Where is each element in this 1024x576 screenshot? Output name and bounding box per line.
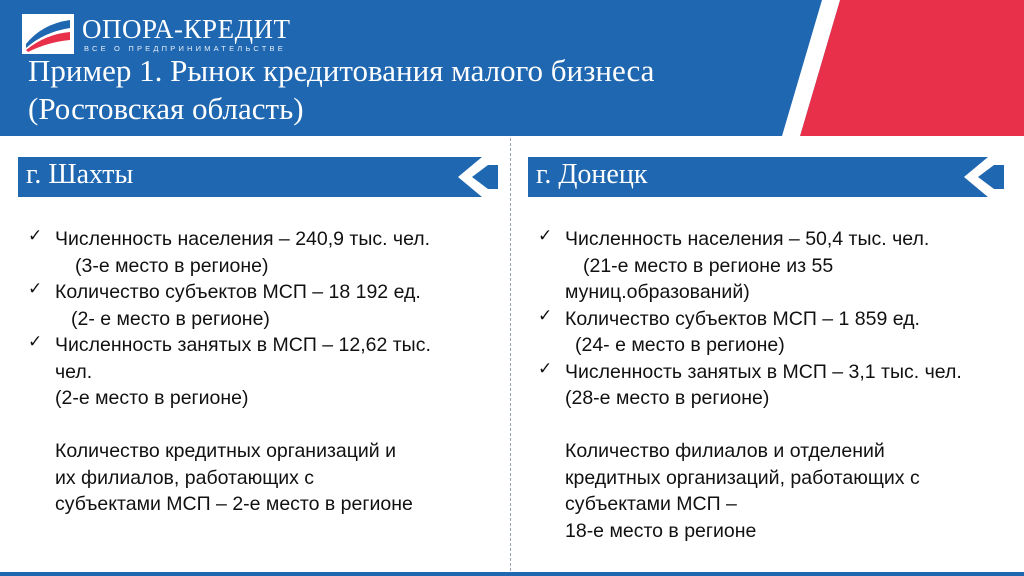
extra-line-1: Количество филиалов и отделений	[565, 440, 885, 462]
list-item	[528, 359, 998, 412]
item-text: Количество субъектов МСП – 1 859 ед.	[565, 307, 920, 330]
left-column-header	[18, 157, 498, 197]
checkmark-icon: ✓	[538, 305, 553, 326]
title-line-1: Пример 1. Рынок кредитования малого бизнеса	[28, 53, 655, 88]
left-chevron-icon	[438, 157, 498, 197]
slide-title	[28, 52, 828, 128]
right-chevron-icon	[944, 157, 1004, 197]
item-rank: (21-е место в регионе из 55 муниц.образований)	[565, 254, 834, 303]
item-text: Численность населения – 50,4 тыс. чел.	[565, 228, 930, 250]
left-city-label: г. Шахты	[26, 159, 134, 190]
extra-line-4: 18-е место в регионе	[565, 519, 757, 542]
extra-line-3: субъектами МСП – 2-е место в регионе	[55, 493, 413, 515]
extra-line-3: субъектами МСП –	[565, 493, 737, 515]
logo-flag-icon	[22, 14, 74, 54]
extra-line-2: их филиалов, работающих с	[55, 466, 315, 489]
item-rank: (2-е место в регионе)	[55, 387, 249, 409]
logo-tagline: ВСЕ О ПРЕДПРИНИМАТЕЛЬСТВЕ	[84, 44, 286, 53]
extra-line-1: Количество кредитных организаций и	[55, 440, 397, 462]
extra-line-2: кредитных организаций, работающих с	[565, 466, 920, 489]
list-item	[528, 226, 998, 306]
item-text: Численность населения – 240,9 тыс. чел.	[55, 228, 431, 250]
checkmark-icon: ✓	[538, 226, 553, 246]
checkmark-icon: ✓	[28, 279, 43, 299]
list-item	[18, 332, 458, 412]
list-item	[18, 279, 458, 332]
extra-note	[18, 438, 458, 518]
extra-note	[528, 438, 998, 544]
bottom-border	[0, 572, 1024, 576]
item-rank: (24- е место в регионе)	[575, 334, 785, 356]
item-text: Численность занятых в МСП – 3,1 тыс. чел.	[565, 360, 962, 383]
right-column	[528, 226, 998, 544]
checkmark-icon: ✓	[538, 358, 553, 379]
slide-header	[0, 0, 1024, 136]
left-column	[18, 226, 458, 518]
right-column-header	[528, 157, 1004, 197]
list-item	[18, 226, 458, 279]
title-line-2: (Ростовская область)	[28, 91, 304, 126]
item-rank: (28-е место в регионе)	[565, 387, 770, 409]
item-rank: (3-е место в регионе)	[75, 254, 269, 277]
right-city-label: г. Донецк	[536, 159, 648, 190]
column-divider	[510, 138, 511, 576]
item-text: Численность занятых в МСП – 12,62 тыс. чел.	[55, 334, 431, 383]
checkmark-icon: ✓	[28, 226, 43, 246]
logo	[22, 14, 352, 56]
list-item	[528, 306, 998, 359]
logo-name: ОПОРА-КРЕДИТ	[82, 14, 291, 44]
checkmark-icon: ✓	[28, 332, 43, 352]
item-rank: (2- е место в регионе)	[71, 307, 270, 330]
item-text: Количество субъектов МСП – 18 192 ед.	[55, 281, 421, 303]
